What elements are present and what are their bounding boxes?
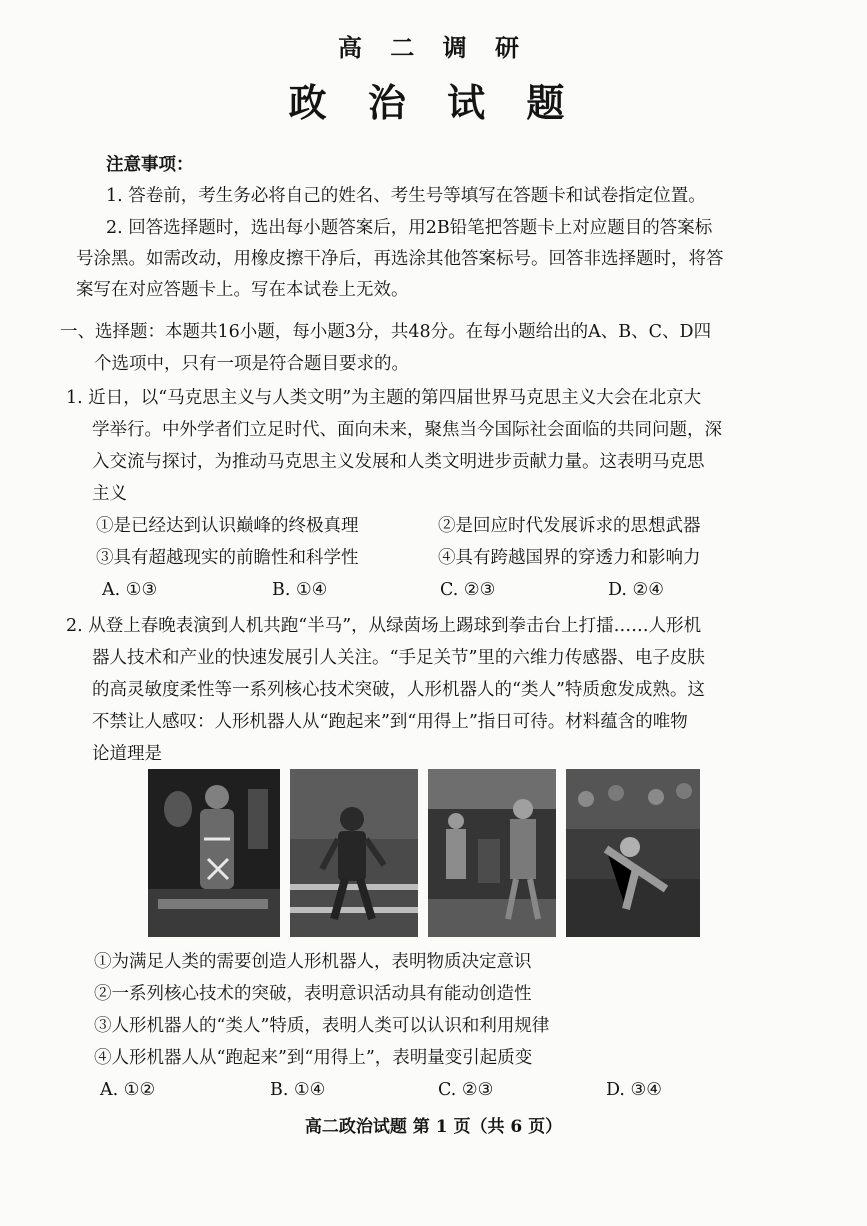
robot-photo-4	[566, 769, 700, 937]
notice-heading: 注意事项：	[106, 155, 194, 175]
notice-item-2: 2. 回答选择题时，选出每小题答案后，用2B铅笔把答题卡上对应题目的答案标	[106, 218, 713, 238]
exam-title: 政 治 试 题	[288, 80, 579, 125]
exam-subtitle: 高 二 调 研	[337, 33, 530, 62]
q2-option-d[interactable]: D. ③④	[606, 1080, 662, 1100]
question-1-line: 学举行。中外学者们立足时代、面向未来，聚焦当今国际社会面临的共同问题，深	[92, 420, 722, 440]
q1-option-d[interactable]: D. ②④	[608, 580, 664, 600]
q2-option-a[interactable]: A. ①②	[100, 1080, 156, 1100]
q2-statement-3: ③人形机器人的“类人”特质，表明人类可以认识和利用规律	[94, 1016, 550, 1036]
robot-photo-3	[428, 769, 556, 937]
q2-statement-2: ②一系列核心技术的突破，表明意识活动具有能动创造性	[94, 984, 532, 1004]
notice-item-1: 1. 答卷前，考生务必将自己的姓名、考生号等填写在答题卡和试卷指定位置。	[106, 186, 706, 206]
question-2-line: 论道理是	[92, 744, 162, 764]
q1-statement-1: ①是已经达到认识巅峰的终极真理	[96, 516, 359, 536]
section-heading-cont: 个选项中，只有一项是符合题目要求的。	[94, 354, 409, 374]
question-1-line: 入交流与探讨，为推动马克思主义发展和人类文明进步贡献力量。这表明马克思	[92, 452, 705, 472]
question-2-line: 2. 从登上春晚表演到人机共跑“半马”，从绿茵场上踢球到拳击台上打擂……人形机	[66, 616, 702, 636]
q1-option-a[interactable]: A. ①③	[102, 580, 158, 600]
q2-statement-4: ④人形机器人从“跑起来”到“用得上”，表明量变引起质变	[94, 1048, 533, 1068]
robot-photo-1	[148, 769, 280, 937]
notice-item-2-cont: 号涂黑。如需改动，用橡皮擦干净后，再选涂其他答案标号。回答非选择题时，将答	[76, 249, 724, 269]
page-footer: 高二政治试题 第 1 页（共 6 页）	[304, 1117, 563, 1137]
q1-statement-2: ②是回应时代发展诉求的思想武器	[438, 516, 701, 536]
question-1-line: 主义	[92, 484, 127, 504]
question-2-line: 不禁让人感叹：人形机器人从“跑起来”到“用得上”指日可待。材料蕴含的唯物	[92, 712, 688, 732]
q2-option-b[interactable]: B. ①④	[270, 1080, 326, 1100]
question-2-line: 器人技术和产业的快速发展引人关注。“手足关节”里的六维力传感器、电子皮肤	[92, 648, 705, 668]
question-1-line: 1. 近日，以“马克思主义与人类文明”为主题的第四届世界马克思主义大会在北京大	[66, 388, 702, 408]
q1-statement-3: ③具有超越现实的前瞻性和科学性	[96, 548, 359, 568]
q1-statement-4: ④具有跨越国界的穿透力和影响力	[438, 548, 701, 568]
robot-photo-2	[290, 769, 418, 937]
notice-item-2-cont: 案写在对应答题卡上。写在本试卷上无效。	[76, 280, 409, 300]
q1-option-b[interactable]: B. ①④	[272, 580, 328, 600]
section-heading: 一、选择题：本题共16小题，每小题3分，共48分。在每小题给出的A、B、C、D四	[60, 322, 712, 342]
q2-statement-1: ①为满足人类的需要创造人形机器人，表明物质决定意识	[94, 952, 532, 972]
q2-option-c[interactable]: C. ②③	[438, 1080, 494, 1100]
question-2-line: 的高灵敏度柔性等一系列核心技术突破，人形机器人的“类人”特质愈发成熟。这	[92, 680, 705, 700]
q1-option-c[interactable]: C. ②③	[440, 580, 496, 600]
